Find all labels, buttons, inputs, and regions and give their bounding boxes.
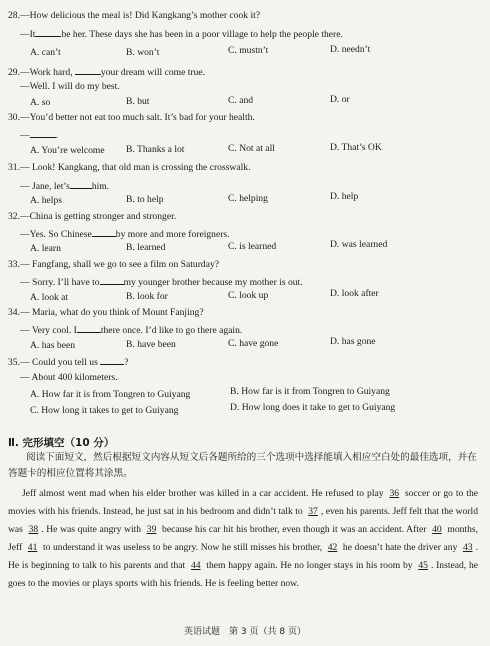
question-29-line1: 29.—Work hard, your dream will come true. bbox=[8, 67, 206, 78]
option-b: B. but bbox=[126, 96, 150, 107]
option-d: D. look after bbox=[330, 288, 379, 299]
option-d: D. or bbox=[330, 94, 350, 105]
option-c: C. have gone bbox=[228, 338, 279, 349]
blank-41: 41 bbox=[27, 542, 38, 553]
answer-blank bbox=[75, 65, 101, 75]
answer-blank bbox=[35, 27, 61, 37]
section-instruction: 阅读下面短文，然后根据短文内容从短文后各题所给的三个选项中选择能填入相应空白处的最佳选项，并在答题卡的相应位置将其涂黑。 bbox=[8, 452, 477, 479]
blank-37: 37 bbox=[308, 506, 318, 517]
question-29-line2: —Well. I will do my best. bbox=[20, 81, 120, 92]
option-b: B. have been bbox=[126, 339, 176, 350]
option-b: B. Thanks a lot bbox=[126, 144, 185, 155]
option-a: A. can’t bbox=[30, 47, 61, 58]
blank-43: 43 bbox=[462, 542, 473, 553]
blank-44: 44 bbox=[190, 560, 201, 571]
option-d: D. How long does it take to get to Guiyang bbox=[230, 402, 396, 413]
option-d: D. has gone bbox=[330, 336, 376, 347]
option-a: A. You’re welcome bbox=[30, 145, 105, 156]
option-d: D. needn’t bbox=[330, 44, 371, 55]
question-28-line2: —It be her. These days she has been in a poor village to help the people there. bbox=[20, 29, 343, 40]
question-28-line1: 28.—How delicious the meal is! Did Kangkang’s mother cook it? bbox=[8, 10, 261, 21]
option-b: B. How far is it from Tongren to Guiyang bbox=[230, 386, 390, 397]
question-32-line1: 32.—China is getting stronger and stronger. bbox=[8, 211, 177, 222]
blank-38: 38 bbox=[28, 524, 39, 535]
option-b: B. look for bbox=[126, 291, 168, 302]
blank-42: 42 bbox=[327, 542, 338, 553]
option-a: A. has been bbox=[30, 340, 76, 351]
question-31-line1: 31.— Look! Kangkang, that old man is crossing the crosswalk. bbox=[8, 162, 251, 173]
option-c: C. Not at all bbox=[228, 143, 275, 154]
blank-39: 39 bbox=[146, 524, 157, 535]
option-d: D. That’s OK bbox=[330, 142, 382, 153]
option-c: C. mustn’t bbox=[228, 45, 269, 56]
answer-blank bbox=[100, 275, 124, 285]
option-a: A. learn bbox=[30, 243, 61, 254]
question-33-line2: — Sorry. I’ll have to my younger brother because my mother is out. bbox=[20, 277, 303, 288]
option-c: C. helping bbox=[228, 193, 268, 204]
option-b: B. won’t bbox=[126, 47, 160, 58]
page-footer: 英语试题 第 3 页（共 8 页） bbox=[184, 627, 306, 637]
cloze-passage: Jeff almost went mad when his elder brother was killed in a car accident. He refused to play 36 soccer or go to the movies with his friends. Instead, he just sat in his bedroom and didn’t talk to 37 , even his parents. Jeff felt that the world was 38 . He was quite angry with 39 because his car hit his brother, even though it was an accident. After 40 months, Jeff 41 to understand it was useless to be angry. Now he still misses his brother, 42 he doesn’t hate the driver any 43 . He is beginning to talk to his parents and that 44 them happy again. He no longer stays in his room by 45 . Instead, he goes to the movies or plays sports with his friends. He is feeling better now. bbox=[8, 488, 479, 589]
option-b: B. to help bbox=[126, 194, 164, 205]
option-d: D. was learned bbox=[330, 239, 388, 250]
section-title: Ⅱ. 完形填空（10 分） bbox=[8, 437, 115, 449]
option-c: C. How long it takes to get to Guiyang bbox=[30, 405, 179, 416]
question-34-line2: — Very cool. I there once. I’d like to go there again. bbox=[20, 325, 243, 336]
blank-40: 40 bbox=[432, 524, 442, 535]
answer-blank bbox=[30, 128, 56, 138]
blank-36: 36 bbox=[389, 488, 400, 499]
option-b: B. learned bbox=[126, 242, 166, 253]
option-d: D. help bbox=[330, 191, 359, 202]
question-31-line2: — Jane, let’s him. bbox=[20, 181, 110, 192]
option-a: A. so bbox=[30, 97, 51, 108]
option-c: C. look up bbox=[228, 290, 269, 301]
option-a: A. How far it is from Tongren to Guiyang bbox=[30, 389, 191, 400]
question-35-line2: — About 400 kilometers. bbox=[20, 372, 118, 383]
question-30-line2: — . bbox=[20, 130, 58, 141]
answer-blank bbox=[100, 355, 124, 365]
question-33-line1: 33.— Fangfang, shall we go to see a film on Saturday? bbox=[8, 259, 220, 270]
answer-blank bbox=[92, 227, 116, 237]
question-32-line2: —Yes. So Chinese by more and more foreigners. bbox=[20, 229, 230, 240]
blank-45: 45 bbox=[418, 560, 428, 571]
option-c: C. and bbox=[228, 95, 254, 106]
answer-blank bbox=[70, 179, 92, 189]
question-35-line1: 35.— Could you tell us ? bbox=[8, 357, 129, 368]
answer-blank bbox=[77, 323, 101, 333]
option-a: A. helps bbox=[30, 195, 62, 206]
question-30-line1: 30.—You’d better not eat too much salt. It’s bad for your health. bbox=[8, 112, 255, 123]
question-34-line1: 34.— Maria, what do you think of Mount Fanjing? bbox=[8, 307, 204, 318]
option-a: A. look at bbox=[30, 292, 69, 303]
option-c: C. is learned bbox=[228, 241, 277, 252]
